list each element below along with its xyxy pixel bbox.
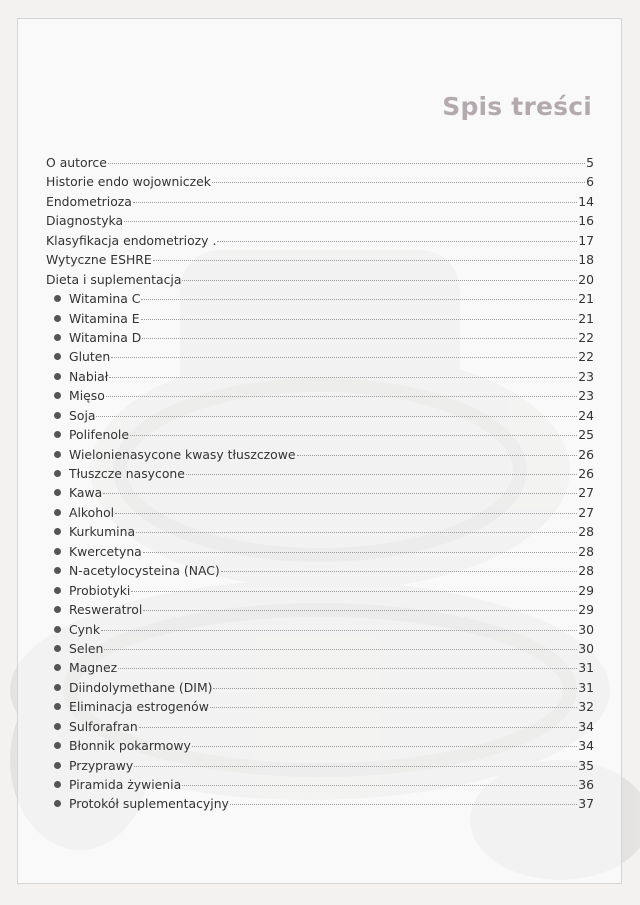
toc-entry[interactable] bbox=[46, 464, 594, 483]
toc-entry-label: Alkohol bbox=[69, 504, 115, 520]
toc-entry-label: Witamina D bbox=[69, 329, 142, 345]
toc-entry-page-number: 26 bbox=[578, 446, 594, 462]
toc-entry[interactable] bbox=[46, 347, 594, 366]
toc-entry-page-number: 25 bbox=[578, 427, 594, 443]
toc-entry-label: Wielonienasycone kwasy tłuszczowe bbox=[69, 446, 296, 462]
toc-entry[interactable] bbox=[46, 678, 594, 697]
toc-entry[interactable] bbox=[46, 425, 594, 444]
dot-leader bbox=[96, 416, 577, 417]
dot-leader bbox=[192, 746, 577, 747]
toc-entry[interactable] bbox=[46, 386, 594, 405]
toc-entry-page-number: 36 bbox=[578, 777, 594, 792]
toc-entry-page-number: 21 bbox=[578, 291, 594, 307]
toc-entry-label: Diagnostyka bbox=[46, 213, 124, 229]
toc-entry-page-number: 32 bbox=[578, 699, 594, 715]
toc-entry-page-number: 34 bbox=[578, 738, 594, 754]
dot-leader bbox=[104, 649, 577, 650]
dot-leader bbox=[139, 727, 578, 728]
toc-entry-page-number: 34 bbox=[578, 718, 594, 734]
toc-entry-label: Tłuszcze nasycone bbox=[69, 466, 185, 481]
dot-leader bbox=[210, 707, 577, 708]
toc-entry-label: N-acetylocysteina (NAC) bbox=[69, 563, 220, 579]
toc-entry-page-number: 24 bbox=[578, 407, 594, 423]
bullet-icon bbox=[54, 606, 61, 613]
bullet-icon bbox=[54, 489, 61, 496]
toc-entry[interactable] bbox=[46, 717, 594, 736]
bullet-icon bbox=[54, 431, 61, 438]
bullet-icon bbox=[54, 373, 61, 380]
toc-entry[interactable] bbox=[46, 794, 594, 813]
toc-entry-label: Mięso bbox=[69, 388, 105, 404]
dot-leader bbox=[217, 241, 577, 242]
toc-entry-label: Endometrioza bbox=[46, 193, 132, 209]
dot-leader bbox=[297, 455, 578, 456]
toc-entry-label: Protokół suplementacyjny bbox=[69, 796, 229, 812]
dot-leader bbox=[108, 163, 585, 164]
toc-entry-label: O autorce bbox=[46, 155, 107, 170]
bullet-icon bbox=[54, 664, 61, 671]
bullet-icon bbox=[54, 392, 61, 399]
toc-entry-page-number: 6 bbox=[586, 174, 594, 190]
dot-leader bbox=[124, 221, 577, 222]
bullet-icon bbox=[54, 451, 61, 458]
toc-entry[interactable] bbox=[46, 231, 594, 250]
toc-entry[interactable] bbox=[46, 561, 594, 580]
bullet-icon bbox=[54, 800, 61, 807]
dot-leader bbox=[115, 513, 577, 514]
toc-entry[interactable] bbox=[46, 775, 594, 794]
toc-entry[interactable] bbox=[46, 522, 594, 541]
table-of-contents bbox=[46, 153, 594, 814]
toc-entry[interactable] bbox=[46, 211, 594, 230]
toc-entry-label: Soja bbox=[69, 407, 96, 423]
toc-entry[interactable] bbox=[46, 328, 594, 347]
toc-entry-label: Diindolymethane (DIM) bbox=[69, 679, 213, 695]
dot-leader bbox=[131, 591, 577, 592]
toc-entry-label: Witamina C bbox=[69, 291, 141, 307]
toc-entry-label: Eliminacja estrogenów bbox=[69, 699, 209, 715]
toc-entry-page-number: 5 bbox=[586, 155, 594, 170]
bullet-icon bbox=[54, 684, 61, 691]
dot-leader bbox=[136, 532, 577, 533]
dot-leader bbox=[111, 357, 577, 358]
toc-entry-page-number: 29 bbox=[578, 582, 594, 598]
toc-entry-label: Błonnik pokarmowy bbox=[69, 738, 191, 754]
page-title: Spis treści bbox=[442, 92, 592, 121]
toc-entry-label: Gluten bbox=[69, 349, 111, 365]
bullet-icon bbox=[54, 762, 61, 769]
toc-entry[interactable] bbox=[46, 367, 594, 386]
toc-entry-label: Kurkumina bbox=[69, 524, 136, 540]
toc-entry[interactable] bbox=[46, 289, 594, 308]
dot-leader bbox=[153, 260, 577, 261]
toc-entry-label: Cynk bbox=[69, 621, 101, 637]
dot-leader bbox=[230, 804, 577, 805]
toc-entry-label: Kwercetyna bbox=[69, 543, 142, 559]
dot-leader bbox=[133, 202, 577, 203]
toc-entry[interactable] bbox=[46, 503, 594, 522]
toc-entry[interactable] bbox=[46, 658, 594, 677]
toc-entry-label: Probiotyki bbox=[69, 582, 131, 598]
toc-entry[interactable] bbox=[46, 542, 594, 561]
toc-entry-page-number: 35 bbox=[578, 757, 594, 773]
toc-entry-page-number: 17 bbox=[578, 232, 594, 248]
toc-entry[interactable] bbox=[46, 639, 594, 658]
bullet-icon bbox=[54, 315, 61, 322]
toc-entry[interactable] bbox=[46, 192, 594, 211]
toc-entry-page-number: 37 bbox=[578, 796, 594, 812]
toc-entry[interactable] bbox=[46, 581, 594, 600]
toc-entry[interactable] bbox=[46, 756, 594, 775]
bullet-icon bbox=[54, 723, 61, 730]
toc-entry-label: Resweratrol bbox=[69, 602, 143, 618]
toc-entry-page-number: 21 bbox=[578, 310, 594, 326]
dot-leader bbox=[109, 377, 577, 378]
dot-leader bbox=[103, 493, 577, 494]
bullet-icon bbox=[54, 626, 61, 633]
toc-entry-page-number: 22 bbox=[578, 329, 594, 345]
toc-entry-page-number: 28 bbox=[578, 543, 594, 559]
toc-entry-label: Magnez bbox=[69, 660, 118, 676]
toc-entry-label: Piramida żywienia bbox=[69, 777, 182, 792]
dot-leader bbox=[143, 552, 577, 553]
dot-leader bbox=[141, 299, 577, 300]
bullet-icon bbox=[54, 470, 61, 477]
dot-leader bbox=[141, 319, 578, 320]
toc-entry-page-number: 26 bbox=[578, 466, 594, 481]
bullet-icon bbox=[54, 509, 61, 516]
bullet-icon bbox=[54, 742, 61, 749]
toc-entry-page-number: 16 bbox=[578, 213, 594, 229]
dot-leader bbox=[182, 280, 577, 281]
toc-entry[interactable] bbox=[46, 250, 594, 269]
toc-entry-page-number: 31 bbox=[578, 660, 594, 676]
bullet-icon bbox=[54, 548, 61, 555]
dot-leader bbox=[134, 766, 577, 767]
toc-entry-label: Kawa bbox=[69, 485, 103, 501]
toc-entry-page-number: 31 bbox=[578, 679, 594, 695]
toc-entry[interactable] bbox=[46, 270, 594, 289]
toc-entry-page-number: 28 bbox=[578, 524, 594, 540]
dot-leader bbox=[221, 571, 577, 572]
bullet-icon bbox=[54, 567, 61, 574]
toc-entry[interactable] bbox=[46, 697, 594, 716]
toc-entry-page-number: 29 bbox=[578, 602, 594, 618]
dot-leader bbox=[143, 610, 577, 611]
bullet-icon bbox=[54, 334, 61, 341]
toc-entry[interactable] bbox=[46, 406, 594, 425]
bullet-icon bbox=[54, 528, 61, 535]
toc-entry-label: Historie endo wojowniczek bbox=[46, 174, 211, 190]
dot-leader bbox=[106, 396, 577, 397]
dot-leader bbox=[186, 474, 577, 475]
toc-entry-page-number: 23 bbox=[578, 368, 594, 384]
toc-entry[interactable] bbox=[46, 172, 594, 191]
toc-entry-label: Sulforafran bbox=[69, 718, 138, 734]
toc-entry-page-number: 27 bbox=[578, 504, 594, 520]
bullet-icon bbox=[54, 353, 61, 360]
toc-entry-label: Polifenole bbox=[69, 427, 129, 443]
toc-entry[interactable] bbox=[46, 620, 594, 639]
dot-leader bbox=[212, 182, 585, 183]
toc-entry-label: Klasyfikacja endometriozy . bbox=[46, 232, 217, 248]
dot-leader bbox=[130, 435, 577, 436]
toc-entry-page-number: 20 bbox=[578, 271, 594, 287]
toc-entry-page-number: 30 bbox=[578, 621, 594, 637]
dot-leader bbox=[101, 630, 577, 631]
toc-entry-page-number: 23 bbox=[578, 388, 594, 404]
toc-entry[interactable] bbox=[46, 153, 594, 172]
toc-entry[interactable] bbox=[46, 736, 594, 755]
toc-entry-label: Przyprawy bbox=[69, 757, 134, 773]
bullet-icon bbox=[54, 412, 61, 419]
bullet-icon bbox=[54, 645, 61, 652]
toc-entry-label: Dieta i suplementacja bbox=[46, 271, 182, 287]
toc-entry[interactable] bbox=[46, 309, 594, 328]
toc-entry-label: Witamina E bbox=[69, 310, 140, 326]
toc-entry[interactable] bbox=[46, 445, 594, 464]
toc-entry-label: Wytyczne ESHRE bbox=[46, 252, 152, 268]
toc-entry-page-number: 22 bbox=[578, 349, 594, 365]
toc-entry-page-number: 30 bbox=[578, 640, 594, 656]
bullet-icon bbox=[54, 703, 61, 710]
toc-entry-label: Selen bbox=[69, 640, 104, 656]
toc-entry-page-number: 27 bbox=[578, 485, 594, 501]
toc-entry[interactable] bbox=[46, 483, 594, 502]
bullet-icon bbox=[54, 781, 61, 788]
toc-entry[interactable] bbox=[46, 600, 594, 619]
toc-entry-page-number: 14 bbox=[578, 193, 594, 209]
toc-entry-page-number: 18 bbox=[578, 252, 594, 268]
toc-entry-page-number: 28 bbox=[578, 563, 594, 579]
bullet-icon bbox=[54, 295, 61, 302]
toc-entry-label: Nabiał bbox=[69, 368, 109, 384]
dot-leader bbox=[213, 688, 577, 689]
dot-leader bbox=[182, 785, 577, 786]
dot-leader bbox=[118, 668, 577, 669]
bullet-icon bbox=[54, 587, 61, 594]
dot-leader bbox=[142, 338, 577, 339]
